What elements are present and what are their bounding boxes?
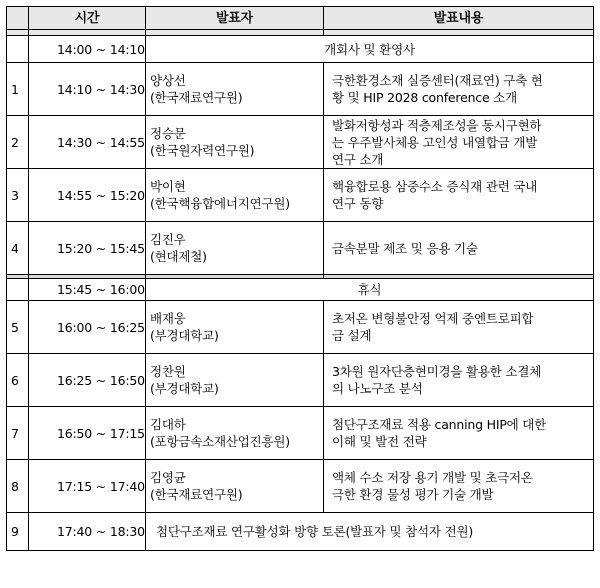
time-slot: 15:45 ~ 16:00 — [29, 279, 146, 301]
talk-content — [324, 407, 594, 460]
talk-content-line: 첨단구조재료 적용 canning HIP에 대한 — [332, 417, 547, 432]
schedule-row — [7, 513, 594, 551]
speaker-name: 김진우 — [150, 232, 186, 247]
row-number: 8 — [7, 460, 29, 513]
talk-content-line: 핵융합로용 삼중수소 증식재 관련 국내 — [332, 179, 538, 194]
talk-content — [324, 354, 594, 407]
speaker-affiliation: (한국원자력연구원) — [150, 143, 255, 158]
header-speaker: 발표자 — [146, 7, 324, 30]
header-row — [7, 7, 594, 30]
talk-content — [324, 169, 594, 222]
talk-content-line: 발화저항성과 적층제조성을 동시구현하 — [332, 117, 542, 133]
row-number: 6 — [7, 354, 29, 407]
talk-content-line: 초저온 변형불안정 억제 중엔트로피합 — [332, 311, 534, 326]
talk-content — [324, 222, 594, 275]
schedule-row — [7, 460, 594, 513]
schedule-row — [7, 63, 594, 116]
row-number: 9 — [7, 513, 29, 551]
speaker-affiliation: (현대제철) — [150, 249, 207, 264]
session-title: 첨단구조재료 연구활성화 방향 토론(발표자 및 참석자 전원) — [146, 513, 594, 551]
row-number: 7 — [7, 407, 29, 460]
speaker-affiliation: (포항금속소재산업진흥원) — [150, 434, 290, 449]
row-number: 1 — [7, 63, 29, 116]
talk-content-line: 연구 소개 — [332, 151, 384, 167]
row-number: 2 — [7, 116, 29, 169]
speaker-cell — [146, 169, 324, 222]
talk-content-line: 3차원 원자단층현미경을 활용한 소결체 — [332, 364, 542, 379]
time-slot: 16:00 ~ 16:25 — [29, 301, 146, 354]
time-slot: 14:55 ~ 15:20 — [29, 169, 146, 222]
talk-content-line: 이해 및 발전 전략 — [332, 434, 427, 449]
talk-content-line: 의 나노구조 분석 — [332, 381, 423, 396]
header-content: 발표내용 — [324, 7, 594, 30]
speaker-affiliation: (부경대학교) — [150, 328, 219, 343]
speaker-name: 양상선 — [150, 73, 186, 88]
time-slot: 17:40 ~ 18:30 — [29, 513, 146, 551]
speaker-name: 김영균 — [150, 470, 186, 485]
talk-content-line: 금 설계 — [332, 328, 372, 343]
speaker-cell — [146, 354, 324, 407]
row-number: 3 — [7, 169, 29, 222]
talk-content-line: 는 우주발사체용 고인성 내열합금 개발 — [332, 134, 538, 150]
schedule-row — [7, 222, 594, 275]
speaker-cell — [146, 63, 324, 116]
talk-content-line: 극한 환경 물성 평가 기술 개발 — [332, 487, 494, 502]
time-slot: 16:25 ~ 16:50 — [29, 354, 146, 407]
talk-content-line: 금속분말 제조 및 응용 기술 — [332, 240, 478, 256]
speaker-affiliation: (부경대학교) — [150, 381, 219, 396]
speaker-cell — [146, 222, 324, 275]
speaker-affiliation: (한국핵융합에너지연구원) — [150, 196, 290, 211]
speaker-name: 박이현 — [150, 179, 186, 194]
speaker-cell — [146, 407, 324, 460]
speaker-affiliation: (한국재료연구원) — [150, 90, 243, 105]
row-number: 4 — [7, 222, 29, 275]
time-slot: 16:50 ~ 17:15 — [29, 407, 146, 460]
session-title: 휴식 — [146, 279, 594, 301]
speaker-name: 정찬원 — [150, 364, 186, 379]
talk-content-line: 극한환경소재 실증센터(재료연) 구축 현 — [332, 73, 543, 88]
time-slot: 15:20 ~ 15:45 — [29, 222, 146, 275]
header-num — [7, 7, 29, 30]
schedule-row — [7, 169, 594, 222]
header-time: 시간 — [29, 7, 146, 30]
talk-content — [324, 116, 594, 169]
time-slot: 17:15 ~ 17:40 — [29, 460, 146, 513]
talk-content-line: 황 및 HIP 2028 conference 소개 — [332, 90, 517, 105]
time-slot: 14:00 ~ 14:10 — [29, 36, 146, 63]
schedule-row — [7, 279, 594, 301]
row-number — [7, 36, 29, 63]
speaker-cell — [146, 301, 324, 354]
session-title: 개회사 및 환영사 — [146, 36, 594, 63]
speaker-cell — [146, 460, 324, 513]
schedule-row — [7, 36, 594, 63]
schedule-row — [7, 301, 594, 354]
speaker-name: 배재웅 — [150, 311, 186, 326]
talk-content-line: 연구 동향 — [332, 196, 384, 211]
schedule-row — [7, 116, 594, 169]
time-slot: 14:10 ~ 14:30 — [29, 63, 146, 116]
time-slot: 14:30 ~ 14:55 — [29, 116, 146, 169]
talk-content — [324, 460, 594, 513]
schedule-row — [7, 354, 594, 407]
row-number: 5 — [7, 301, 29, 354]
schedule-table — [6, 6, 594, 551]
speaker-name: 정승문 — [150, 126, 186, 141]
speaker-cell — [146, 116, 324, 169]
talk-content-line: 액체 수소 저장 용기 개발 및 초극저온 — [332, 470, 533, 485]
row-number — [7, 279, 29, 301]
speaker-affiliation: (한국재료연구원) — [150, 487, 243, 502]
talk-content — [324, 301, 594, 354]
speaker-name: 김대하 — [150, 417, 186, 432]
schedule-row — [7, 407, 594, 460]
talk-content — [324, 63, 594, 116]
